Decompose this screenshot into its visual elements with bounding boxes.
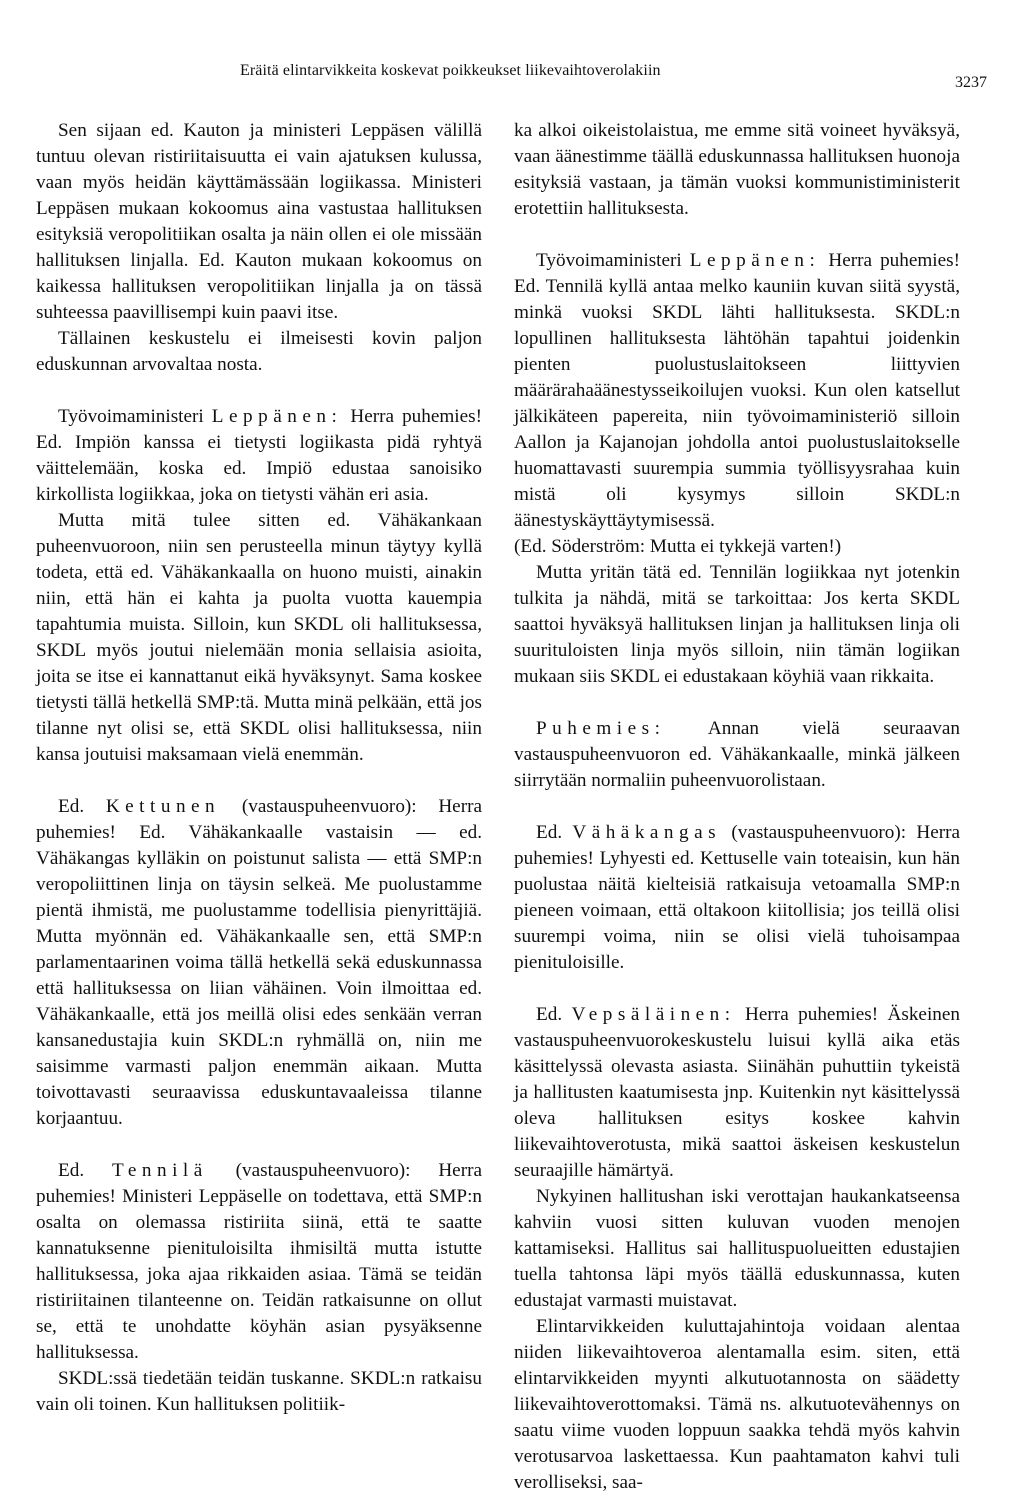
paragraph-text: Herra puhemies! Äskeinen vastauspuheenvuorokeskustelu luisui kyllä aika etäs käsittelyssä olevasta asiasta. Siinähän puhuttiin tykeistä ja hallitusten kaatumisesta jnp. Kuitenkin nyt käsittelyssä oleva hallituksen esitys koskee kahvin liikevaihtoverotusta, mikä saattoi äskeisen keskustelun seuraajille hämärtyä. (514, 1004, 960, 1181)
right-column (514, 118, 960, 1496)
paragraph-text: (Ed. Söderström: Mutta ei tykkejä varten!) (514, 536, 842, 557)
left-column (36, 118, 482, 1418)
paragraph-text: Elintarvikkeiden kuluttajahintoja voidaan alentaa niiden liikevaihtoveroa alentamalla esim. siten, että elintarvikkeiden myynti alkutuotannosta on säädetty liikevaihtoverottomaksi. Tämä ns. alkutuotevähennys on saatu viime vuoden loppuun saakka tehdä myös kahvin verotusarvoa laskettaessa. Kun paahtamaton kahvi tuli verolliseksi, saa- (514, 1316, 960, 1493)
paragraph (514, 716, 960, 794)
speaker-name: Kettunen (105, 796, 221, 817)
paragraph-text: Annan vielä seuraavan vastauspuheenvuoron ed. Vähäkankaalle, minkä jälkeen siirrytään normaliin puheenvuorolistaan. (514, 718, 960, 791)
speaker-name: Leppänen: (689, 250, 821, 271)
paragraph-text: Mutta yritän tätä ed. Tennilän logiikkaa nyt jotenkin tulkita ja nähdä, mitä se tarkoittaa: Jos kerta SKDL saattoi hyväksyä hallituksen linjan ja hallituksen linja oli suurituloisten linja myös silloin, niin tämän logiikan mukaan siis SKDL ei edustakaan köyhiä vaan rikkaita. (514, 562, 960, 687)
paragraph (36, 1366, 482, 1418)
paragraph (36, 508, 482, 768)
paragraph-text: Nykyinen hallitushan iski verottajan haukankatseensa kahviin vuosi sitten kuluvan vuoden menojen kattamiseksi. Hallitus sai hallituspuolueitten edustajien tuella tahtonsa läpi myös täällä eduskunnassa, kuten edustajat varmasti muistavat. (514, 1186, 960, 1311)
speaker-name: Vähäkangas (572, 822, 722, 843)
paragraph (514, 1314, 960, 1496)
paragraph (514, 560, 960, 690)
paragraph-text: Herra puhemies! Ed. Impiön kanssa ei tietysti logiikasta pidä ryhtyä väittelemään, koska ed. Impiö edustaa sanoisiko kirkollista logiikkaa, joka on tietysti vähän eri asia. (36, 406, 482, 505)
paragraph (514, 118, 960, 222)
speaker-title: Ed. (58, 796, 106, 817)
paragraph (514, 1002, 960, 1184)
paragraph-text: (vastauspuheenvuoro): Herra puhemies! Lyhyesti ed. Kettuselle vain toteaisin, kun hän puolustaa näitä kielteisiä ratkaisuja vetoamalla SMP:n pieneen voimaan, että oltakoon kiitollisia; jos teillä olisi suurempi voima, niin se olisi vielä tuhoisampaa pienituloisille. (514, 822, 961, 973)
paragraph (514, 1184, 960, 1314)
paragraph (36, 404, 482, 508)
paragraph-text: (vastauspuheenvuoro): Herra puhemies! Ed. Vähäkankaalle vastaisin — ed. Vähäkangas kylläkin on poistunut salista — että SMP:n veropoliittinen linja on täysin selkeä. Me puolustamme pientä ihmistä, me puolustamme todellisia pienyrittäjiä. Mutta myönnän ed. Vähäkankaalle sen, että SMP:n parlamentaarinen voima tällä hetkellä sekä eduskunnassa että hallituksessa on liian vähäinen. Voin ilmoittaa ed. Vähäkankaalle, että jos meillä olisi edes senkään verran kansanedustajia kuin SKDL:n ryhmällä on, niin me saisimme varmasti paljon enemmän aikaan. Mutta toivottavasti seuraavissa eduskuntavaaleissa tilanne korjaantuu. (36, 796, 482, 1129)
speaker-title: Ed. (536, 822, 573, 843)
paragraph-text: SKDL:ssä tiedetään teidän tuskanne. SKDL:n ratkaisu vain oli toinen. Kun hallituksen politiik- (36, 1368, 482, 1415)
paragraph (514, 820, 960, 976)
page-number: 3237 (955, 74, 987, 91)
paragraph (36, 326, 482, 378)
paragraph-text: (vastauspuheenvuoro): Herra puhemies! Ministeri Leppäselle on todettava, että SMP:n osalta on olemassa ristiriita siinä, että te saatte kannatuksenne pienituloisilta ihmisiltä mutta istutte hallituksessa, joka ajaa rikkaiden asiaa. Tämä se teidän ristiriitainen tilanteenne on. Teidän ratkaisunne on ollut se, että te unohdatte köyhän asian pysyäksenne hallituksessa. (36, 1160, 482, 1363)
paragraph (514, 534, 960, 560)
paragraph (36, 1158, 482, 1366)
paragraph-text: Sen sijaan ed. Kauton ja ministeri Leppäsen välillä tuntuu olevan ristiriitaisuutta ei vain ajatuksen kulussa, vaan myös heidän käyttämässään logiikassa. Ministeri Leppäsen mukaan kokoomus aina vastustaa hallituksen esityksiä veropolitiikan osalta ja näin ollen ei ole missään hallituksen linjalla. Ed. Kauton mukaan kokoomus on kaikessa hallituksen veropolitiikan linjalla ja on tässä suhteessa paavillisempi kuin paavi itse. (36, 120, 482, 323)
paragraph-text: Herra puhemies! Ed. Tennilä kyllä antaa melko kauniin kuvan siitä syystä, minkä vuoksi SKDL lähti hallituksesta. SKDL:n lopullinen hallituksesta lähtöhän tapahtui joidenkin pienten puolustuslaitokseen liittyvien määrärahaäänestysseikoilujen vuoksi. Kun olen katsellut jälkikäteen papereita, niin työvoimaministeriö silloin Aallon ja Kajanojan johdolla antoi puolustuslaitokselle huomattavasti suurempia summia työllisyysrahaa kuin mistä oli kysymys silloin SKDL:n äänestyskäyttäytymisessä. (514, 250, 960, 531)
paragraph-text: Tällainen keskustelu ei ilmeisesti kovin paljon eduskunnan arvovaltaa nosta. (36, 328, 482, 375)
speaker-name: Puhemies: (536, 718, 666, 739)
paragraph (514, 248, 960, 534)
speaker-name: Vepsäläinen: (571, 1004, 736, 1025)
speaker-title: Työvoimaministeri (58, 406, 212, 427)
paragraph-text: Mutta mitä tulee sitten ed. Vähäkankaan puheenvuoroon, niin sen perusteella minun täytyy kyllä todeta, että ed. Vähäkankaalla on huono muisti, ainakin niin, että hän ei kahta ja puolta vuotta kauempia tapahtumia muista. Silloin, kun SKDL oli hallituksessa, SKDL myös joutui nielemään monia sellaisia asioita, joita se itse ei kannattanut eikä hyväksynyt. Sama koskee tietysti tällä hetkellä SMP:tä. Mutta minä pelkään, että jos tilanne nyt olisi se, että SKDL olisi hallituksessa, niin kansa joutuisi maksamaan vielä enemmän. (36, 510, 482, 765)
speaker-title: Työvoimaministeri (536, 250, 690, 271)
paragraph (36, 794, 482, 1132)
running-header: Eräitä elintarvikkeita koskevat poikkeukset liikevaihtoverolakiin (240, 62, 661, 79)
speaker-name: Leppänen: (211, 406, 343, 427)
speaker-name: Tennilä (112, 1160, 208, 1181)
paragraph-text: ka alkoi oikeistolaistua, me emme sitä voineet hyväksyä, vaan äänestimme täällä eduskunnassa hallituksen huonoja esityksiä vastaan, ja tämän vuoksi kommunistiministerit erotettiin hallituksesta. (514, 120, 960, 219)
paragraph (36, 118, 482, 326)
speaker-title: Ed. (536, 1004, 572, 1025)
speaker-title: Ed. (58, 1160, 113, 1181)
